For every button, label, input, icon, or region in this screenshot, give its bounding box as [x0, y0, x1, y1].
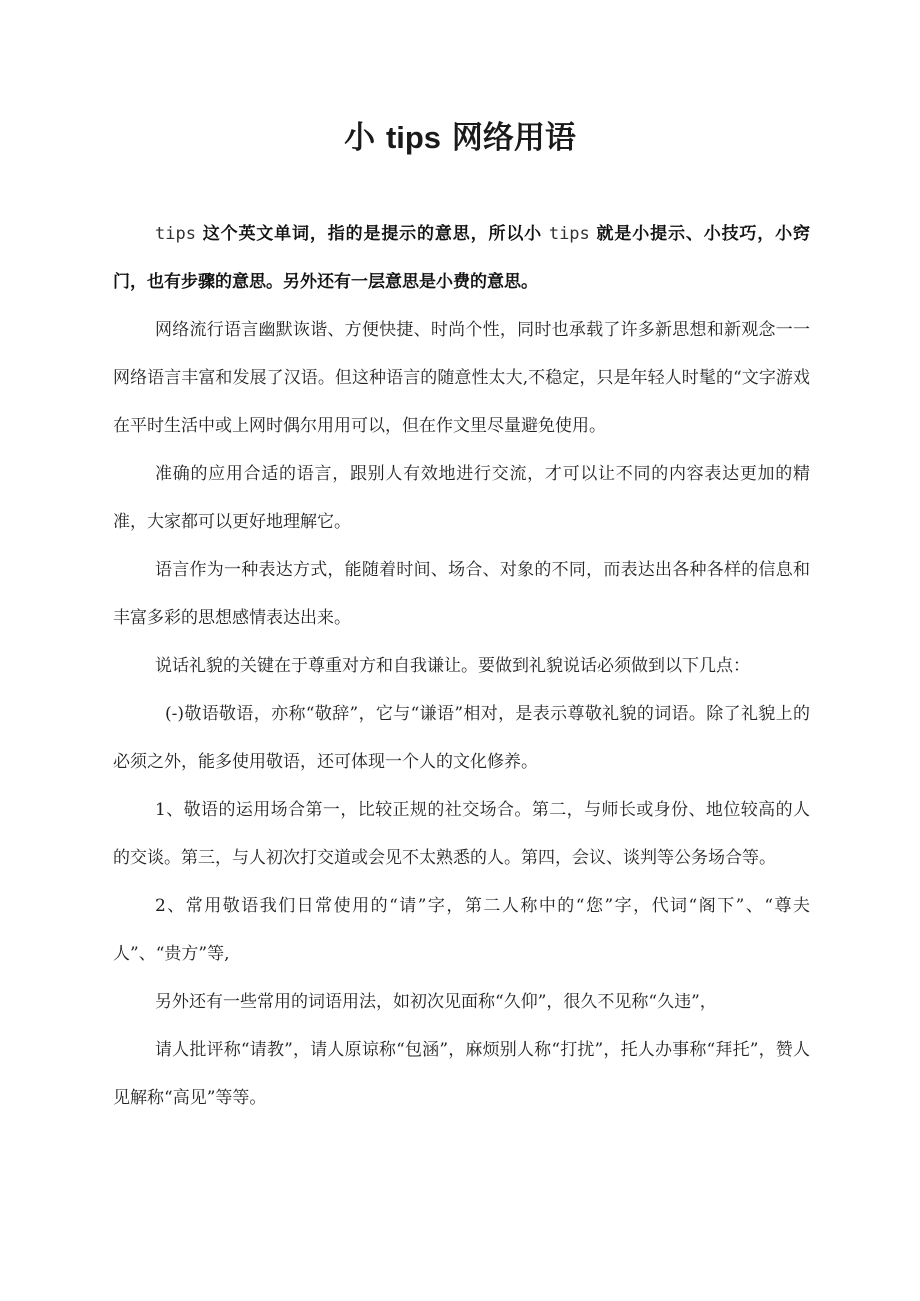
paragraph-honorific-occasions: 1、敬语的运用场合第一，比较正规的社交场合。第二，与师长或身份、地位较高的人的交谈。第三，与人初次打交道或会见不太熟悉的人。第四，会议、谈判等公务场合等。: [113, 800, 810, 868]
paragraph-accurate-language: 准确的应用合适的语言，跟别人有效地进行交流，才可以让不同的内容表达更加的精准，大家都可以更好地理解它。: [113, 464, 810, 532]
paragraph-common-phrases: 另外还有一些常用的词语用法，如初次见面称“久仰”，很久不见称“久违”，: [155, 992, 717, 1012]
lead-word-tips-2: tips: [548, 224, 590, 244]
paragraph-expression: 语言作为一种表达方式，能随着时间、场合、对象的不同，而表达出各种各样的信息和丰富多彩的思想感情表达出来。: [113, 560, 810, 628]
paragraph-internet-language: 网络流行语言幽默诙谐、方便快捷、时尚个性，同时也承载了许多新思想和新观念一一网络语言丰富和发展了汉语。但这种语言的随意性太大,不稳定，只是年轻人时髦的“文字游戏在平时生活中或上网时偶尔用用可以，但在作文里尽量避免使用。: [113, 320, 810, 436]
document-body: [113, 210, 810, 1122]
paragraph-more-phrases: 请人批评称“请教”，请人原谅称“包涵”，麻烦别人称“打扰”，托人办事称“拜托”，赞人见解称“高见”等等。: [113, 1040, 810, 1108]
lead-text-2: 就是小提示、小技巧，小窍门，也有步骤的意思。另外还有一层意思是小费的意思。: [113, 224, 811, 292]
lead-paragraph: [113, 210, 810, 306]
lead-word-tips: tips: [155, 224, 196, 244]
paragraph-honorifics: (-)敬语敬语，亦称“敬辞”，它与“谦语”相对，是表示尊敬礼貌的词语。除了礼貌上的必须之外，能多使用敬语，还可体现一个人的文化修养。: [113, 704, 810, 772]
title-suffix: 网络用语: [441, 120, 576, 156]
title-latin: tips: [385, 120, 442, 155]
lead-text-1: 这个英文单词，指的是提示的意思，所以小: [195, 224, 549, 244]
document-title: [0, 116, 920, 160]
paragraph-politeness: 说话礼貌的关键在于尊重对方和自我谦让。要做到礼貌说话必须做到以下几点：: [155, 656, 750, 676]
title-prefix: 小: [344, 120, 386, 156]
paragraph-common-honorifics: 2、常用敬语我们日常使用的“请”字，第二人称中的“您”字，代词“阁下”、“尊夫人”、“贵方”等,: [113, 896, 810, 964]
